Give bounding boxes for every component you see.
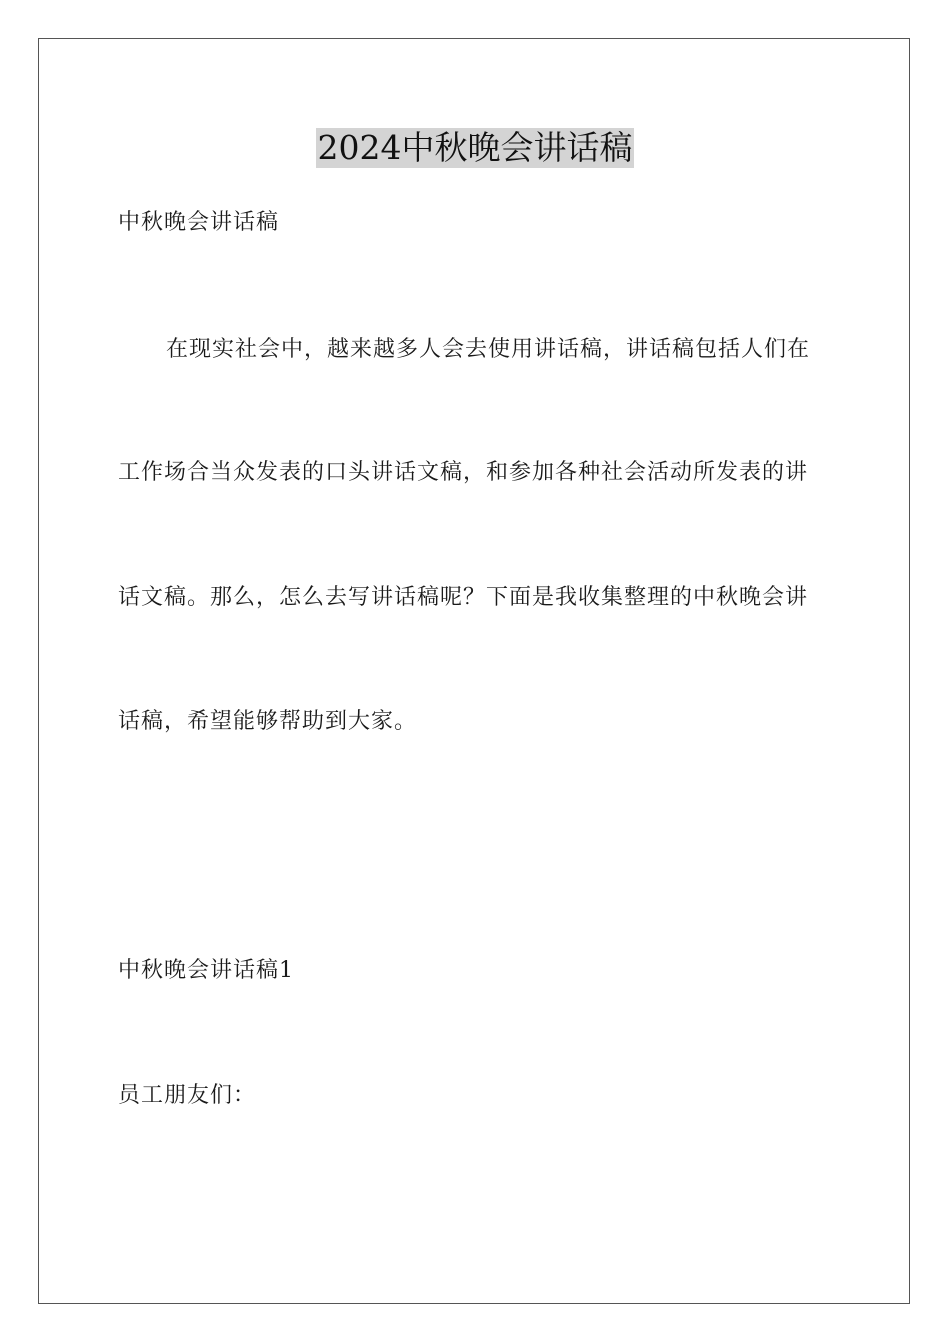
intro-line-4: 话稿，希望能够帮助到大家。 [118, 709, 418, 734]
salutation: 员工朋友们： [118, 1083, 257, 1108]
intro-line-3: 话文稿。那么，怎么去写讲话稿呢？下面是我收集整理的中秋晚会讲 [118, 585, 809, 610]
section-heading: 中秋晚会讲话稿1 [118, 958, 294, 983]
title-container [0, 128, 950, 168]
document-title: 2024中秋晚会讲话稿 [317, 128, 633, 167]
intro-line-2: 工作场合当众发表的口头讲话文稿，和参加各种社会活动所发表的讲 [118, 460, 809, 485]
document-subtitle: 中秋晚会讲话稿 [118, 210, 280, 235]
intro-line-1: 在现实社会中，越来越多人会去使用讲话稿，讲话稿包括人们在 [166, 337, 811, 362]
